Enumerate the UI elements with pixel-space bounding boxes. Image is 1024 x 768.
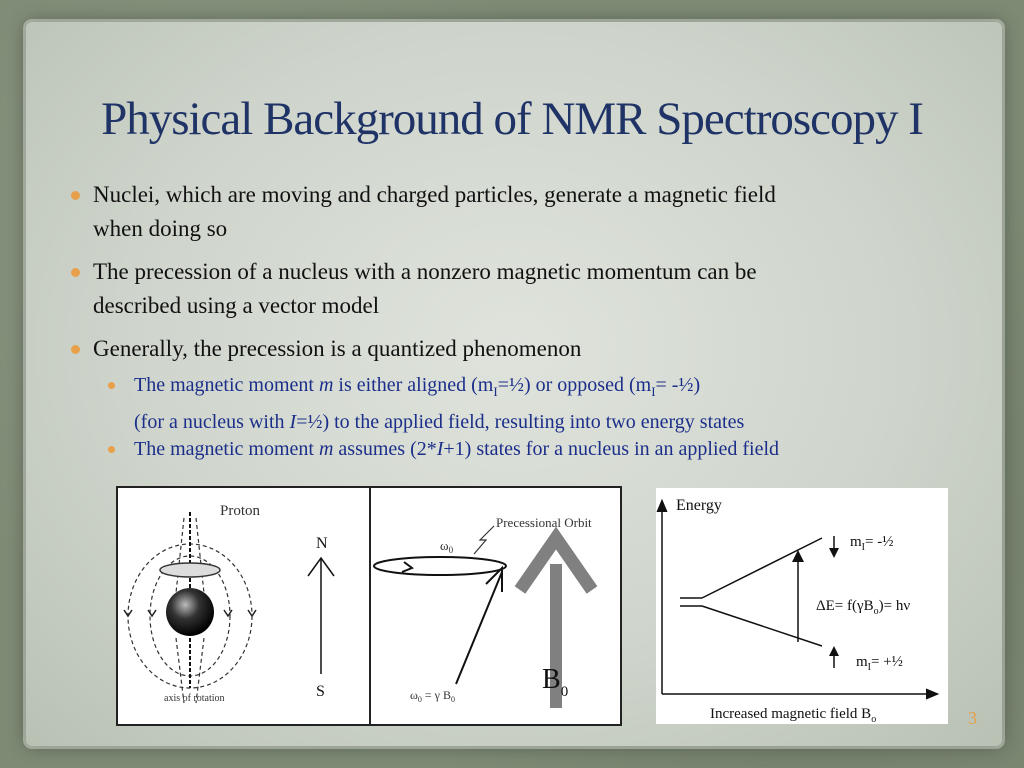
spin-ring [160, 563, 220, 577]
moment-vector [456, 572, 502, 684]
subbullet-2-line1: The magnetic moment m assumes (2*I+1) states for a nucleus in an applied field [134, 438, 780, 460]
field-label: $B_0$ [542, 664, 569, 700]
bullet-1-line2: when doing so [93, 216, 228, 241]
orbit-label: Precessional Orbit [496, 515, 592, 530]
energy-axis-head [657, 500, 667, 512]
proton-label: Proton [220, 503, 261, 519]
upper-state-label: $m_I=$ -½ [850, 534, 894, 553]
south-label: S [316, 683, 325, 700]
bullet-2 [93, 255, 963, 323]
energy-splitting-svg [656, 488, 948, 724]
subbullet-2 [134, 434, 994, 464]
subbullet-1 [134, 370, 994, 437]
delta-e-label: $\Delta E= f(\gamma B_o)= h\nu$ [816, 598, 911, 617]
bullet-1 [93, 178, 963, 246]
spin-down-arrow-head [829, 548, 839, 558]
field-axis-head [926, 689, 938, 699]
lower-state-label: $m_I=$ +½ [856, 654, 903, 673]
bullet-2-line1: The precession of a nucleus with a nonzero magnetic momentum can be [93, 259, 757, 284]
bullet-1-line1: Nuclei, which are moving and charged particles, generate a magnetic field [93, 182, 776, 207]
subbullet-dot [108, 382, 115, 389]
bullet-3-line1: Generally, the precession is a quantized phenomenon [93, 336, 582, 361]
upper-level [702, 538, 822, 598]
orbit-direction-arrow [402, 562, 412, 572]
subbullet-dot [108, 446, 115, 453]
bullet-dot [71, 191, 80, 200]
bullet-dot [71, 345, 80, 354]
bullet-dot [71, 268, 80, 277]
axis-label: axis of rotation [164, 693, 225, 704]
energy-splitting-figure [656, 488, 948, 724]
lower-level [702, 606, 822, 646]
bullet-2-line2: described using a vector model [93, 293, 380, 318]
subbullet-1-line2: (for a nucleus with I=½) to the applied field, resulting into two energy states [134, 411, 745, 433]
proton-precession-figure [116, 486, 622, 726]
orbit-pointer [474, 526, 494, 554]
north-label: N [316, 535, 328, 552]
energy-axis-label: Energy [676, 497, 722, 514]
field-axis-label: Increased magnetic field $B_o$ [710, 706, 877, 724]
slide-title: Physical Background of NMR Spectroscopy I [101, 93, 923, 145]
spin-up-arrow-head [829, 646, 839, 656]
page-number: 3 [968, 708, 977, 728]
proton-precession-svg [118, 488, 620, 724]
subbullet-1-line1: The magnetic moment m is either aligned $(m_I=\frac{1}{2})$ or opposed ($m_I=$ -½) [134, 374, 701, 399]
bullet-3 [93, 332, 963, 366]
precession-orbit [374, 557, 506, 575]
formula-label: $\omega_0 = \gamma$ $B_0$ [410, 688, 455, 704]
omega-label: $\omega_0$ [440, 538, 454, 555]
nucleus-sphere [166, 588, 214, 636]
